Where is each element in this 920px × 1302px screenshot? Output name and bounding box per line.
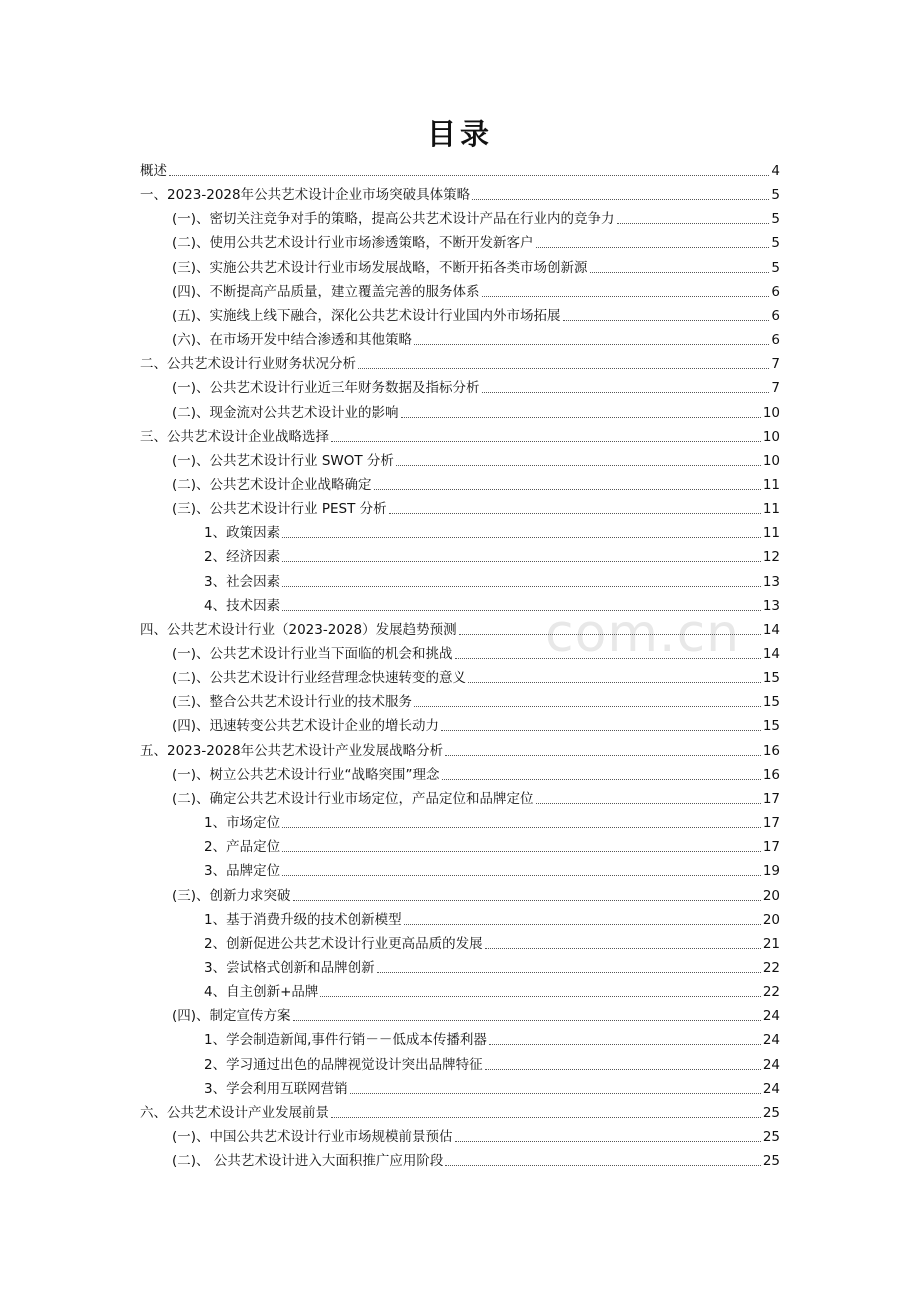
toc-entry-title: (六)、在市场开发中结合渗透和其他策略 — [172, 332, 413, 349]
toc-entry-page: 14 — [762, 621, 780, 638]
toc-entry-title: 4、自主创新+品牌 — [204, 984, 319, 1001]
toc-entry-title: (一)、树立公共艺术设计行业“战略突围”理念 — [172, 766, 440, 783]
toc-entry-title: 三、公共艺术设计企业战略选择 — [140, 428, 329, 445]
toc-entry-page: 14 — [762, 646, 780, 662]
toc-entry-page: 15 — [762, 718, 780, 735]
toc-entry-title: 一、2023-2028年公共艺术设计企业市场突破具体策略 — [140, 187, 471, 204]
toc-entry-page: 12 — [762, 549, 780, 566]
toc-entry[interactable] — [204, 858, 780, 880]
toc-leader-dots — [485, 947, 761, 949]
toc-entry-title: (一)、中国公共艺术设计行业市场规模前景预估 — [172, 1129, 453, 1145]
toc-entry-title: (一)、密切关注竞争对手的策略，提高公共艺术设计产品在行业内的竞争力 — [172, 211, 615, 228]
toc-entry-page: 17 — [762, 790, 780, 807]
watermark: com.cn — [545, 604, 741, 664]
toc-entry[interactable] — [172, 472, 780, 494]
toc-entry-page: 5 — [771, 259, 780, 276]
toc-entry[interactable] — [204, 520, 780, 542]
toc-entry-title: 1、市场定位 — [204, 815, 281, 832]
toc-leader-dots — [459, 633, 761, 635]
toc-entry-page: 7 — [771, 380, 780, 397]
toc-leader-dots — [282, 874, 761, 876]
toc-entry-page: 11 — [762, 525, 780, 542]
toc-leader-dots — [350, 1092, 761, 1094]
toc-entry[interactable] — [204, 931, 780, 953]
toc-entry-title: 1、基于消费升级的技术创新模型 — [204, 911, 402, 928]
toc-entry[interactable] — [172, 1003, 780, 1025]
toc-leader-dots — [401, 416, 761, 418]
toc-entry[interactable] — [172, 206, 780, 228]
toc-entry-page: 21 — [762, 935, 780, 952]
toc-leader-dots — [293, 899, 761, 901]
toc-leader-dots — [445, 754, 761, 756]
toc-entry-title: 3、社会因素 — [204, 573, 281, 590]
toc-entry[interactable] — [140, 424, 780, 446]
toc-entry-title: 2、创新促进公共艺术设计行业更高品质的发展 — [204, 935, 483, 952]
toc-leader-dots — [455, 657, 761, 659]
toc-entry[interactable] — [172, 303, 780, 325]
toc-entry-page: 20 — [762, 911, 780, 928]
toc-entry-title: (三)、公共艺术设计行业 PEST 分析 — [172, 501, 387, 518]
toc-leader-dots — [536, 802, 761, 804]
toc-entry-page: 5 — [771, 235, 780, 252]
toc-entry-title: (五)、实施线上线下融合，深化公共艺术设计行业国内外市场拓展 — [172, 307, 561, 324]
toc-leader-dots — [282, 850, 761, 852]
toc-entry[interactable] — [172, 689, 780, 711]
toc-entry[interactable] — [172, 786, 780, 808]
toc-entry-page: 25 — [762, 1153, 780, 1170]
toc-entry[interactable] — [204, 544, 780, 566]
toc-leader-dots — [377, 971, 761, 973]
toc-entry-title: 3、尝试格式创新和品牌创新 — [204, 959, 375, 976]
toc-entry-title: (三)、实施公共艺术设计行业市场发展战略，不断开拓各类市场创新源 — [172, 259, 588, 276]
toc-entry-page: 22 — [762, 959, 780, 976]
toc-leader-dots — [563, 319, 770, 321]
toc-entry-page: 4 — [771, 163, 780, 179]
toc-entry[interactable] — [204, 979, 780, 1001]
toc-entry-page: 17 — [762, 815, 780, 832]
toc-entry-page: 6 — [771, 283, 780, 300]
toc-entry-page: 6 — [771, 307, 780, 324]
toc-leader-dots — [282, 609, 761, 611]
toc-entry-page: 25 — [762, 1104, 780, 1121]
toc-entry[interactable] — [172, 1124, 780, 1146]
toc-entry[interactable] — [140, 351, 780, 373]
toc-leader-dots — [445, 1164, 760, 1166]
toc-entry-title: 六、公共艺术设计产业发展前景 — [140, 1104, 329, 1121]
toc-entry[interactable] — [172, 279, 780, 301]
toc-entry-page: 6 — [771, 332, 780, 349]
toc-entry-title: (四)、不断提高产品质量，建立覆盖完善的服务体系 — [172, 283, 480, 300]
toc-entry-page: 11 — [762, 501, 780, 518]
toc-entry-title: (二)、 公共艺术设计进入大面积推广应用阶段 — [172, 1153, 444, 1170]
toc-entry-title: (二)、使用公共艺术设计行业市场渗透策略，不断开发新客户 — [172, 235, 534, 252]
toc-entry-page: 24 — [762, 1008, 780, 1025]
toc-entry[interactable] — [204, 834, 780, 856]
toc-title: 目录 — [426, 117, 493, 151]
toc-entry-title: (三)、整合公共艺术设计行业的技术服务 — [172, 694, 413, 711]
toc-entry-page: 13 — [762, 573, 780, 590]
toc-entry-page: 11 — [762, 476, 780, 493]
toc-entry-title: (二)、确定公共艺术设计行业市场定位，产品定位和品牌定位 — [172, 790, 534, 807]
toc-entry[interactable] — [172, 1148, 780, 1170]
toc-entry[interactable] — [172, 255, 780, 277]
toc-entry-title: 2、学习通过出色的品牌视觉设计突出品牌特征 — [204, 1056, 483, 1073]
toc-entry[interactable] — [172, 665, 780, 687]
toc-leader-dots — [482, 391, 770, 393]
toc-entry-title: 3、学会利用互联网营销 — [204, 1080, 348, 1097]
toc-leader-dots — [282, 585, 761, 587]
toc-entry-title: (四)、制定宣传方案 — [172, 1008, 291, 1025]
toc-entry-page: 16 — [762, 766, 780, 783]
toc-leader-dots — [472, 198, 769, 200]
toc-leader-dots — [442, 778, 761, 780]
toc-entry[interactable] — [204, 1052, 780, 1074]
toc-leader-dots — [396, 464, 761, 466]
toc-entry-page: 19 — [762, 863, 780, 880]
toc-entry-page: 16 — [762, 742, 780, 759]
toc-leader-dots — [331, 1116, 761, 1118]
toc-leader-dots — [485, 1068, 761, 1070]
toc-entry-title: (二)、公共艺术设计行业经营理念快速转变的意义 — [172, 670, 467, 687]
toc-entry-title: 2、经济因素 — [204, 549, 281, 566]
toc-entry-title: (四)、迅速转变公共艺术设计企业的增长动力 — [172, 718, 440, 735]
toc-entry-title: (一)、公共艺术设计行业当下面临的机会和挑战 — [172, 646, 453, 662]
toc-entry-page: 10 — [762, 452, 780, 469]
toc-entry-title: 2、产品定位 — [204, 839, 281, 856]
toc-leader-dots — [282, 560, 761, 562]
toc-entry-page: 17 — [762, 839, 780, 856]
toc-entry[interactable] — [204, 593, 780, 615]
toc-entry-title: 1、政策因素 — [204, 525, 281, 542]
toc-entry[interactable] — [172, 375, 780, 397]
toc-entry-title: 4、技术因素 — [204, 597, 281, 614]
toc-entry[interactable] — [140, 182, 780, 204]
toc-entry-page: 15 — [762, 694, 780, 711]
toc-entry[interactable] — [140, 617, 780, 639]
toc-entry-page: 24 — [762, 1080, 780, 1097]
toc-entry-page: 10 — [762, 404, 780, 421]
toc-entry-title: (一)、公共艺术设计行业近三年财务数据及指标分析 — [172, 380, 480, 397]
toc-entry[interactable] — [172, 327, 780, 349]
toc-entry-page: 24 — [762, 1056, 780, 1073]
toc-entry[interactable] — [172, 762, 780, 784]
toc-entry-title: (二)、公共艺术设计企业战略确定 — [172, 476, 372, 493]
toc-entry[interactable] — [204, 569, 780, 591]
toc-entry-title: 四、公共艺术设计行业（2023-2028）发展趋势预测 — [140, 621, 457, 638]
toc-leader-dots — [282, 826, 761, 828]
toc-entry[interactable] — [204, 1027, 780, 1049]
toc-entry[interactable] — [172, 641, 780, 663]
toc-entry-page: 10 — [762, 428, 780, 445]
toc-entry-title: 1、学会制造新闻,事件行销－－低成本传播利器 — [204, 1032, 487, 1049]
toc-entry[interactable] — [140, 1100, 780, 1122]
toc-entry-page: 13 — [762, 597, 780, 614]
toc-entry[interactable] — [204, 810, 780, 832]
toc-leader-dots — [590, 271, 770, 273]
toc-entry-title: 五、2023-2028年公共艺术设计产业发展战略分析 — [140, 742, 444, 759]
toc-entry[interactable] — [172, 883, 780, 905]
toc-entry[interactable] — [172, 496, 780, 518]
toc-entry[interactable] — [204, 1076, 780, 1098]
toc-leader-dots — [414, 705, 761, 707]
toc-leader-dots — [169, 174, 769, 176]
toc-entry[interactable] — [140, 158, 780, 180]
toc-entry[interactable] — [172, 230, 780, 252]
toc-entry-title: (三)、创新力求突破 — [172, 887, 291, 904]
toc-leader-dots — [482, 295, 770, 297]
toc-entry-page: 24 — [762, 1032, 780, 1049]
toc-leader-dots — [489, 1043, 761, 1045]
toc-entry[interactable] — [204, 907, 780, 929]
toc-entry-page: 20 — [762, 887, 780, 904]
toc-entry-title: (二)、现金流对公共艺术设计业的影响 — [172, 404, 399, 421]
toc-entry-page: 15 — [762, 670, 780, 687]
toc-leader-dots — [414, 343, 769, 345]
toc-entry-title: 3、品牌定位 — [204, 863, 281, 880]
toc-entry-page: 5 — [771, 211, 780, 228]
toc-leader-dots — [455, 1140, 761, 1142]
toc-entry-page: 22 — [762, 984, 780, 1001]
toc-entry-page: 5 — [771, 187, 780, 204]
toc-leader-dots — [374, 488, 761, 490]
toc-leader-dots — [320, 995, 760, 997]
toc-entry[interactable] — [140, 738, 780, 760]
toc-entry-page: 25 — [762, 1129, 780, 1145]
toc-leader-dots — [441, 729, 761, 731]
toc-entry-title: (一)、公共艺术设计行业 SWOT 分析 — [172, 452, 394, 469]
toc-leader-dots — [404, 923, 761, 925]
toc-entry[interactable] — [172, 713, 780, 735]
toc-leader-dots — [293, 1019, 761, 1021]
toc-leader-dots — [617, 222, 770, 224]
toc-entry-page: 7 — [771, 356, 780, 373]
toc-leader-dots — [331, 440, 761, 442]
toc-leader-dots — [282, 536, 761, 538]
toc-leader-dots — [468, 681, 761, 683]
toc-leader-dots — [389, 512, 761, 514]
toc-entry[interactable] — [204, 955, 780, 977]
toc-entry-title: 概述 — [140, 163, 167, 179]
toc-leader-dots — [536, 246, 770, 248]
toc-entry[interactable] — [172, 448, 780, 470]
toc-entry-title: 二、公共艺术设计行业财务状况分析 — [140, 356, 356, 373]
toc-leader-dots — [358, 367, 769, 369]
toc-entry[interactable] — [172, 400, 780, 422]
